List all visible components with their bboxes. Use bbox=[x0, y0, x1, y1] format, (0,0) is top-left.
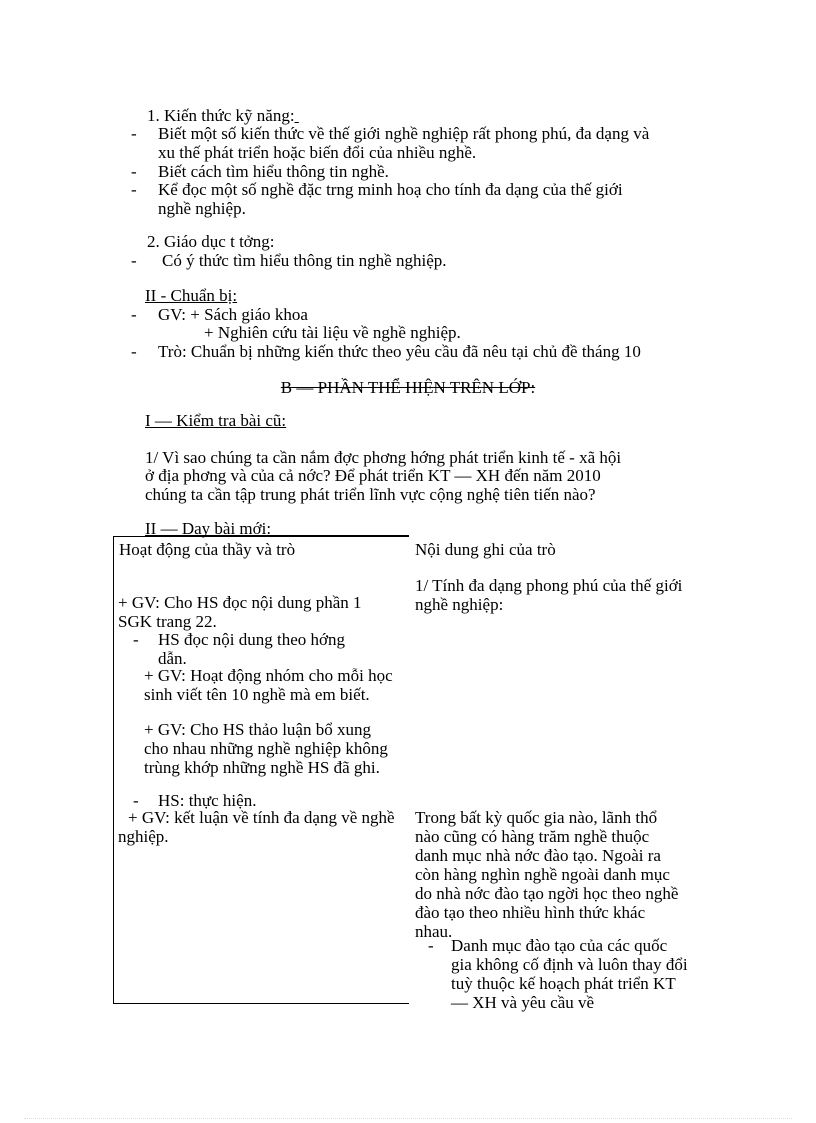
part-b-title-text: B — PHẦN THỂ HIỆN TRÊN LỚP: bbox=[280, 378, 536, 397]
bullet-dash: - bbox=[133, 630, 139, 649]
section1-item-3-line-1: Kể đọc một số nghề đặc trng minh hoạ cho tính đa dạng của thế giới bbox=[158, 180, 623, 199]
right-para: Trong bất kỳ quốc gia nào, lãnh thổ nào cũng có hàng trăm nghề thuộc danh mục nhà nớc đào tạo. Ngoài ra còn hàng nghìn nghề ngoài danh mục do nhà nớc đào tạo ngời học theo nghề đào tạo theo nhiều hình thức khác nhau. bbox=[415, 808, 679, 941]
section2-item-1: Có ý thức tìm hiểu thông tin nghề nghiệp. bbox=[162, 251, 447, 270]
col-right-header: Nội dung ghi của trò bbox=[415, 540, 556, 559]
bullet-dash: - bbox=[131, 305, 137, 324]
section1-item-2: Biết cách tìm hiểu thông tin nghề. bbox=[158, 162, 389, 181]
page-edge-dotted-line bbox=[24, 1118, 792, 1119]
section1-item-1-line-1: Biết một số kiến thức về thế giới nghề nghiệp rất phong phú, đa dạng và bbox=[158, 124, 650, 143]
section1-heading: 1. Kiến thức kỹ năng: bbox=[147, 106, 295, 125]
section1-item-1-line-2: xu thế phát triển hoặc biến đổi của nhiều nghề. bbox=[158, 143, 477, 162]
section2-heading: 2. Giáo dục t tởng: bbox=[147, 232, 275, 251]
bullet-dash: - bbox=[131, 180, 137, 199]
review-line-3: chúng ta cần tập trung phát triển lĩnh vực cộng nghệ tiên tiến nào? bbox=[145, 485, 596, 504]
left-para-2: HS đọc nội dung theo hớng dẫn. bbox=[158, 630, 346, 668]
bullet-dash: - bbox=[131, 251, 137, 270]
prep-tro: Trò: Chuẩn bị những kiến thức theo yêu cầu đã nêu tại chủ đề tháng 10 bbox=[158, 342, 641, 361]
left-para-6: + GV: kết luận về tính đa dạng về nghề nghiệp. bbox=[118, 808, 395, 846]
left-para-1: + GV: Cho HS đọc nội dung phần 1 SGK trang 22. bbox=[118, 593, 362, 631]
left-para-3: + GV: Hoạt động nhóm cho mỗi học sinh viết tên 10 nghề mà em biết. bbox=[144, 666, 393, 704]
review-line-1: 1/ Vì sao chúng ta cần nắm đợc phơng hớng phát triển kinh tế - xã hội bbox=[145, 448, 622, 467]
part-b-title bbox=[0, 378, 816, 397]
right-subheading: 1/ Tính đa dạng phong phú của thế giới nghề nghiệp: bbox=[415, 576, 683, 614]
bullet-dash: - bbox=[131, 342, 137, 361]
left-para-4: + GV: Cho HS thảo luận bổ xung cho nhau những nghề nghiệp không trùng khớp những nghề HS đã ghi. bbox=[144, 720, 388, 777]
review-line-2: ở địa phơng và của cả nớc? Để phát triển KT — XH đến năm 2010 bbox=[145, 466, 601, 485]
review-heading: I — Kiểm tra bài cũ: bbox=[145, 411, 287, 430]
prep-heading: II - Chuẩn bị: bbox=[145, 286, 238, 305]
right-bullet: Danh mục đào tạo của các quốc gia không cố định và luôn thay đổi tuỳ thuộc kế hoạch phát triển KT — XH và yêu cầu về bbox=[451, 936, 688, 1012]
prep-gv-line-2: + Nghiên cứu tài liệu về nghề nghiệp. bbox=[204, 323, 461, 342]
bullet-dash: - bbox=[133, 791, 139, 810]
section1-item-3-line-2: nghề nghiệp. bbox=[158, 199, 246, 218]
left-para-5: HS: thực hiện. bbox=[158, 791, 257, 810]
prep-gv-line-1: GV: + Sách giáo khoa bbox=[158, 305, 308, 324]
bullet-dash: - bbox=[428, 936, 434, 955]
col-left-header: Hoạt động của thầy và trò bbox=[119, 540, 296, 559]
bullet-dash: - bbox=[131, 124, 137, 143]
bullet-dash: - bbox=[131, 162, 137, 181]
new-lesson-heading: II — Dạy bài mới: bbox=[145, 519, 272, 538]
